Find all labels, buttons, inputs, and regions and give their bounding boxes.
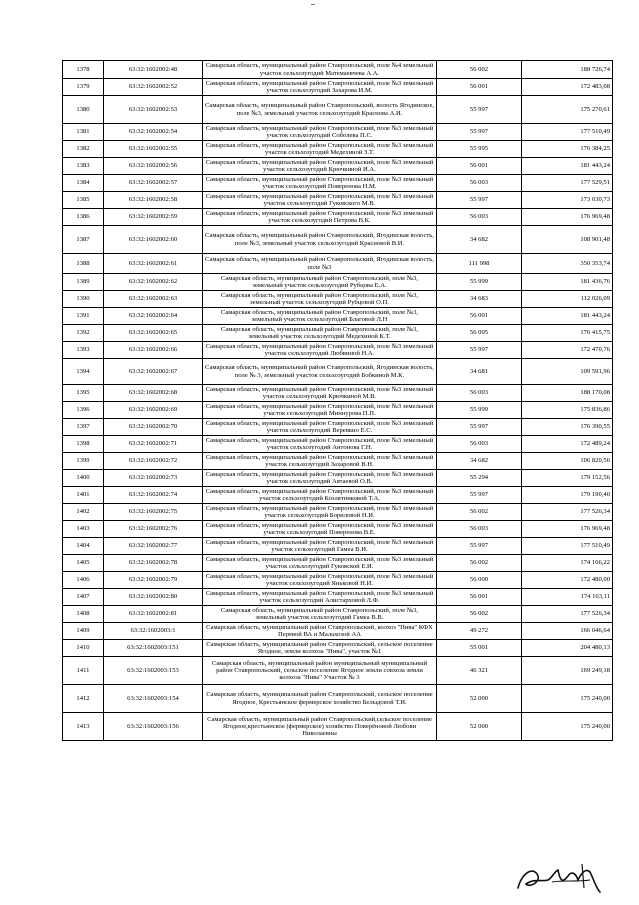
plot-address: Самарская область, муниципальный район Ставропольский, сельское поселение Ягодное, Крестьянское фермерское хозяйство Белыдовой Т.И. xyxy=(203,685,437,713)
cadastral-number: 63:32:1602002:74 xyxy=(104,487,203,504)
plot-area: 56 001 xyxy=(437,589,522,606)
plot-address: Самарская область, муниципальный район Ставропольский, Ягодинская волость, поле № 3, земельный участок сельхозугодий Бобкиной М.К. xyxy=(203,359,437,385)
plot-area: 56 003 xyxy=(437,385,522,402)
plot-address: Самарская область, муниципальный район Ставропольский, поле №3 земельный участок сельхозугодий Яньковой Н.И. xyxy=(203,572,437,589)
cadastral-value: 176 969,48 xyxy=(522,521,613,538)
table-row xyxy=(63,504,613,521)
plot-address: Самарская область, муниципальный район Ставропольский, поле №3 земельный участок сельхозугодий Гуковского М.В. xyxy=(203,192,437,209)
cadastral-number: 63:32:1602002:80 xyxy=(104,589,203,606)
cadastral-number: 63:32:1602002:76 xyxy=(104,521,203,538)
plot-address: Самарская область, муниципальный район Ставропольский, поле №3 земельный участок сельхозугодий Петрова В.К. xyxy=(203,209,437,226)
row-number: 1394 xyxy=(63,359,104,385)
plot-address: Самарская область, муниципальный район Ставропольский, поле №3 земельный участок сельхозугодий Крючкиной И.А. xyxy=(203,158,437,175)
cadastral-number: 63:32:1602002:59 xyxy=(104,209,203,226)
row-number: 1407 xyxy=(63,589,104,606)
row-number: 1413 xyxy=(63,713,104,741)
plot-address: Самарская область, муниципальный район Ставропольский, поле №3, земельный участок сельхозугодий Гамеа В.В. xyxy=(203,606,437,623)
cadastral-number: 63:32:1602002:81 xyxy=(104,606,203,623)
row-number: 1403 xyxy=(63,521,104,538)
plot-address: Самарская область, муниципальный район Ставропольский, поле №3, земельный участок сельхозугодий Медехиной К.Т. xyxy=(203,325,437,342)
plot-area: 55 997 xyxy=(437,487,522,504)
cadastral-value: 175 240,00 xyxy=(522,713,613,741)
cadastral-value: 175 240,00 xyxy=(522,685,613,713)
cadastral-number: 63:32:1602002:52 xyxy=(104,79,203,96)
plot-address: Самарская область, муниципальный район Ставропольский, поле №3 земельный участок сельхозугодий Поверенова Н.М. xyxy=(203,175,437,192)
cadastral-value: 175 270,61 xyxy=(522,96,613,124)
plot-address: Самарская область, муниципальный район Ставропольский, поле №3 земельный участок сельхозугодий Соболева П.С. xyxy=(203,124,437,141)
table-row xyxy=(63,470,613,487)
cadastral-number: 63:32:1602002:65 xyxy=(104,325,203,342)
row-number: 1381 xyxy=(63,124,104,141)
row-number: 1395 xyxy=(63,385,104,402)
plot-area: 55 294 xyxy=(437,470,522,487)
cadastral-number: 63:32:1602002:73 xyxy=(104,470,203,487)
cadastral-number: 63:32:1602002:78 xyxy=(104,555,203,572)
cadastral-value: 174 163,11 xyxy=(522,589,613,606)
cadastral-value: 176 390,55 xyxy=(522,419,613,436)
cadastral-number: 63:32:1602002:60 xyxy=(104,226,203,254)
scan-mark xyxy=(311,4,315,5)
cadastral-value: 172 480,00 xyxy=(522,572,613,589)
plot-area: 52 000 xyxy=(437,713,522,741)
row-number: 1400 xyxy=(63,470,104,487)
table-row xyxy=(63,538,613,555)
table-row xyxy=(63,685,613,713)
plot-address: Самарская область, муниципальный район Ставропольский, поле №3 земельный участок сельхозугодий Крючкиной М.В. xyxy=(203,385,437,402)
cadastral-number: 63:32:1602002:48 xyxy=(104,61,203,79)
plot-area: 56 003 xyxy=(437,175,522,192)
plot-area: 34 683 xyxy=(437,291,522,308)
table-row xyxy=(63,453,613,470)
row-number: 1393 xyxy=(63,342,104,359)
row-number: 1404 xyxy=(63,538,104,555)
cadastral-number: 63:32:1602002:75 xyxy=(104,504,203,521)
cadastral-value: 204 480,13 xyxy=(522,640,613,657)
table-row xyxy=(63,359,613,385)
cadastral-number: 63:32:1602002:66 xyxy=(104,342,203,359)
cadastral-number: 63:32:1602002:58 xyxy=(104,192,203,209)
cadastral-value: 177 510,49 xyxy=(522,538,613,555)
plot-address: Самарская область, муниципальный район Ставропольский, поле №3 земельный участок сельхозугодий Гуковской Е.И. xyxy=(203,555,437,572)
table-row xyxy=(63,572,613,589)
cadastral-value: 188 170,08 xyxy=(522,385,613,402)
plot-address: Самарская область, муниципальный район Ставропольский, поле №3 земельный участок сельхозугодий Гамеа В.И. xyxy=(203,538,437,555)
cadastral-number: 63:32:1602002:53 xyxy=(104,96,203,124)
plot-area: 56 003 xyxy=(437,521,522,538)
cadastral-value: 172 489,24 xyxy=(522,436,613,453)
plot-area: 52 000 xyxy=(437,685,522,713)
cadastral-number: 63:32:1602002:64 xyxy=(104,308,203,325)
table-row xyxy=(63,175,613,192)
row-number: 1380 xyxy=(63,96,104,124)
cadastral-number: 63:32:1602002:55 xyxy=(104,141,203,158)
cadastral-value: 181 443,24 xyxy=(522,308,613,325)
plot-address: Самарская область, муниципальный район Ставропольский, поле №3 земельный участок сельхозугодий Захарова И.М. xyxy=(203,79,437,96)
cadastral-value: 177 526,34 xyxy=(522,504,613,521)
table-row xyxy=(63,521,613,538)
row-number: 1387 xyxy=(63,226,104,254)
plot-area: 56 002 xyxy=(437,606,522,623)
cadastral-value: 173 030,73 xyxy=(522,192,613,209)
plot-area: 49 272 xyxy=(437,623,522,640)
plot-area: 55 997 xyxy=(437,124,522,141)
table-row xyxy=(63,487,613,504)
row-number: 1397 xyxy=(63,419,104,436)
row-number: 1410 xyxy=(63,640,104,657)
plot-area: 56 001 xyxy=(437,308,522,325)
table-row xyxy=(63,589,613,606)
cadastral-value: 108 901,48 xyxy=(522,226,613,254)
plot-area: 56 005 xyxy=(437,325,522,342)
plot-address: Самарская область, муниципальный район Ставропольский, поле №3 земельный участок сельхозугодий Автаевой О.В. xyxy=(203,470,437,487)
row-number: 1392 xyxy=(63,325,104,342)
cadastral-value: 181 436,76 xyxy=(522,274,613,291)
cadastral-number: 63:32:1602003:1 xyxy=(104,623,203,640)
cadastral-value: 176 415,75 xyxy=(522,325,613,342)
table-row xyxy=(63,274,613,291)
plot-area: 111 998 xyxy=(437,254,522,274)
row-number: 1386 xyxy=(63,209,104,226)
cadastral-number: 63:32:1602002:70 xyxy=(104,419,203,436)
plot-address: Самарская область, муниципальный район Ставропольский, Ягодинская волость, поле №3 xyxy=(203,254,437,274)
cadastral-number: 63:32:1602002:71 xyxy=(104,436,203,453)
cadastral-number: 63:32:1602002:79 xyxy=(104,572,203,589)
plot-address: Самарская область, муниципальный район Ставропольский, поле №3, земельный участок сельхозугодий Рубцова Е.А. xyxy=(203,274,437,291)
table-row xyxy=(63,385,613,402)
plot-area: 34 681 xyxy=(437,359,522,385)
plot-area: 55 999 xyxy=(437,274,522,291)
table-row xyxy=(63,325,613,342)
row-number: 1391 xyxy=(63,308,104,325)
cadastral-value: 179 190,40 xyxy=(522,487,613,504)
row-number: 1396 xyxy=(63,402,104,419)
row-number: 1389 xyxy=(63,274,104,291)
table-row xyxy=(63,308,613,325)
table-row xyxy=(63,657,613,685)
cadastral-number: 63:32:1602003:156 xyxy=(104,713,203,741)
cadastral-value: 176 969,48 xyxy=(522,209,613,226)
plot-address: Самарская область, муниципальный район Ставропольский, Ягодинская волость, поле №3, земельный участок сельхозугодий Красновой В.И. xyxy=(203,226,437,254)
table-row xyxy=(63,342,613,359)
cadastral-number: 63:32:1602003:151 xyxy=(104,640,203,657)
plot-area: 55 997 xyxy=(437,192,522,209)
table-row xyxy=(63,640,613,657)
cadastral-value: 176 384,25 xyxy=(522,141,613,158)
cadastral-value: 350 353,74 xyxy=(522,254,613,274)
cadastral-value: 177 510,49 xyxy=(522,124,613,141)
table-row xyxy=(63,254,613,274)
table-row xyxy=(63,124,613,141)
cadastral-number: 63:32:1602002:77 xyxy=(104,538,203,555)
cadastral-number: 63:32:1602002:72 xyxy=(104,453,203,470)
row-number: 1378 xyxy=(63,61,104,79)
plot-address: Самарская область, муниципальный район Ставропольский, поле №4 земельный участок сельхозугодий Матемаевчева А.А. xyxy=(203,61,437,79)
row-number: 1411 xyxy=(63,657,104,685)
cadastral-value: 188 726,74 xyxy=(522,61,613,79)
row-number: 1390 xyxy=(63,291,104,308)
plot-area: 34 682 xyxy=(437,226,522,254)
plot-address: Самарская область, муниципальный район Ставропольский, поле №3 земельный участок сельхозугодий Козлятниковой Т.А. xyxy=(203,487,437,504)
plot-address: Самарская область, муниципальный район Ставропольский, поле №3, земельный участок сельхозугодий Благовой Л.Н xyxy=(203,308,437,325)
cadastral-value: 109 591,96 xyxy=(522,359,613,385)
cadastral-value: 172 483,08 xyxy=(522,79,613,96)
cadastral-number: 63:32:1602002:54 xyxy=(104,124,203,141)
table-row xyxy=(63,402,613,419)
cadastral-value: 106 820,56 xyxy=(522,453,613,470)
table-row xyxy=(63,555,613,572)
row-number: 1405 xyxy=(63,555,104,572)
plot-area: 55 997 xyxy=(437,419,522,436)
cadastral-value: 112 026,09 xyxy=(522,291,613,308)
table-row xyxy=(63,192,613,209)
cadastral-value: 177 526,34 xyxy=(522,606,613,623)
row-number: 1379 xyxy=(63,79,104,96)
land-plots-table xyxy=(62,60,613,741)
plot-area: 56 002 xyxy=(437,504,522,521)
plot-area: 56 001 xyxy=(437,158,522,175)
row-number: 1399 xyxy=(63,453,104,470)
plot-area: 34 682 xyxy=(437,453,522,470)
row-number: 1408 xyxy=(63,606,104,623)
plot-area: 55 997 xyxy=(437,96,522,124)
plot-area: 55 997 xyxy=(437,342,522,359)
row-number: 1382 xyxy=(63,141,104,158)
table-row xyxy=(63,209,613,226)
plot-address: Самарская область, муниципальный район Ставропольский, поле №3 земельный участок сельхозугодий Бориловой Н.И. xyxy=(203,504,437,521)
cadastral-number: 63:32:1602002:62 xyxy=(104,274,203,291)
table-row xyxy=(63,226,613,254)
plot-area: 55 997 xyxy=(437,538,522,555)
cadastral-value: 166 046,64 xyxy=(522,623,613,640)
row-number: 1398 xyxy=(63,436,104,453)
plot-address: Самарская область, муниципальный район Ставропольский, поле №3 земельный участок сельхозугодий Захаровой В.Н. xyxy=(203,453,437,470)
table-row xyxy=(63,79,613,96)
table-row xyxy=(63,158,613,175)
plot-address: Самарская область, муниципальный район Ставропольский, поле №3, земельный участок сельхозугодий Рубцовой О.П. xyxy=(203,291,437,308)
plot-area: 56 000 xyxy=(437,572,522,589)
table-row xyxy=(63,291,613,308)
plot-area: 56 003 xyxy=(437,436,522,453)
row-number: 1383 xyxy=(63,158,104,175)
plot-area: 46 321 xyxy=(437,657,522,685)
cadastral-number: 63:32:1602002:67 xyxy=(104,359,203,385)
plot-address: Самарская область, муниципальный район Ставропольский, поле №3 земельный участок сельхозугодий Медехиной З.Т. xyxy=(203,141,437,158)
plot-address: Самарская область, муниципальный район Ставропольский, поле №3 земельный участок сельхозугодий Веревкио Е.С. xyxy=(203,419,437,436)
row-number: 1401 xyxy=(63,487,104,504)
plot-area: 56 002 xyxy=(437,555,522,572)
row-number: 1385 xyxy=(63,192,104,209)
table-row xyxy=(63,436,613,453)
row-number: 1412 xyxy=(63,685,104,713)
plot-address: Самарская область, муниципальный район Ставропольский, поле №3 земельный участок сельхозугодий Антонова Г.Н. xyxy=(203,436,437,453)
plot-area: 56 003 xyxy=(437,209,522,226)
cadastral-number: 63:32:1602002:57 xyxy=(104,175,203,192)
plot-address: Самарская область, муниципальный район муниципальный муниципальный район Ставропольский, сельское поселение Ягодное земли совхоза земли колхоза "Нива" Участок № 3 xyxy=(203,657,437,685)
cadastral-number: 63:32:1602002:68 xyxy=(104,385,203,402)
handwritten-signature xyxy=(512,858,612,896)
table-row xyxy=(63,96,613,124)
row-number: 1388 xyxy=(63,254,104,274)
plot-address: Самарская область, муниципальный район Ставропольский, волость Ягодинское, поле №3, земельный участок сельхозугодий Краснова А.И. xyxy=(203,96,437,124)
row-number: 1409 xyxy=(63,623,104,640)
cadastral-value: 175 836,86 xyxy=(522,402,613,419)
table-row xyxy=(63,606,613,623)
cadastral-value: 172 470,76 xyxy=(522,342,613,359)
plot-address: Самарская область, муниципальный район Ставропольский, поле №3 земельный участок сельхозугодий Любвиной Н.А. xyxy=(203,342,437,359)
cadastral-value: 181 443,24 xyxy=(522,158,613,175)
table-row xyxy=(63,713,613,741)
cadastral-value: 169 249,18 xyxy=(522,657,613,685)
plot-area: 55 999 xyxy=(437,402,522,419)
plot-address: Самарская область, муниципальный район Ставропольский, сельское поселение Ягодное, земли колхоза "Нива", участок №1 xyxy=(203,640,437,657)
table-row xyxy=(63,141,613,158)
row-number: 1402 xyxy=(63,504,104,521)
plot-address: Самарская область, муниципальный район Ставропольский, поле №3 земельный участок сельхозугодий Миннурова П.П. xyxy=(203,402,437,419)
cadastral-number: 63:32:1602003:154 xyxy=(104,685,203,713)
cadastral-value: 179 152,56 xyxy=(522,470,613,487)
cadastral-number: 63:32:1602002:61 xyxy=(104,254,203,274)
plot-area: 56 001 xyxy=(437,79,522,96)
cadastral-number: 63:32:1602002:56 xyxy=(104,158,203,175)
row-number: 1406 xyxy=(63,572,104,589)
table-body xyxy=(63,61,613,741)
cadastral-number: 63:32:1602003:153 xyxy=(104,657,203,685)
plot-address: Самарская область, муниципальный район Ставропольский, поле №3 земельный участок сельхозугодий Поверенова В.Е. xyxy=(203,521,437,538)
plot-address: Самарская область, муниципальный район Ставропольский,сельское поселение Ягодное,крестьянское (фермерское) хозяйство Поверёновой Любови Николаевны xyxy=(203,713,437,741)
table-row xyxy=(63,623,613,640)
plot-area: 56 002 xyxy=(437,61,522,79)
cadastral-number: 63:32:1602002:69 xyxy=(104,402,203,419)
row-number: 1384 xyxy=(63,175,104,192)
plot-area: 55 001 xyxy=(437,640,522,657)
table-row xyxy=(63,61,613,79)
cadastral-value: 174 166,22 xyxy=(522,555,613,572)
plot-address: Самарская область, муниципальный район Ставропольский, поле №3 земельный участок сельхозугодий Алистарховой Л.Ф. xyxy=(203,589,437,606)
cadastral-value: 177 529,51 xyxy=(522,175,613,192)
plot-area: 55 995 xyxy=(437,141,522,158)
cadastral-number: 63:32:1602002:63 xyxy=(104,291,203,308)
plot-address: Самарская область, муниципальный район Ставропольский, колхоз "Нива" КФХ Перевой ВА и Малахозой АА xyxy=(203,623,437,640)
table-row xyxy=(63,419,613,436)
